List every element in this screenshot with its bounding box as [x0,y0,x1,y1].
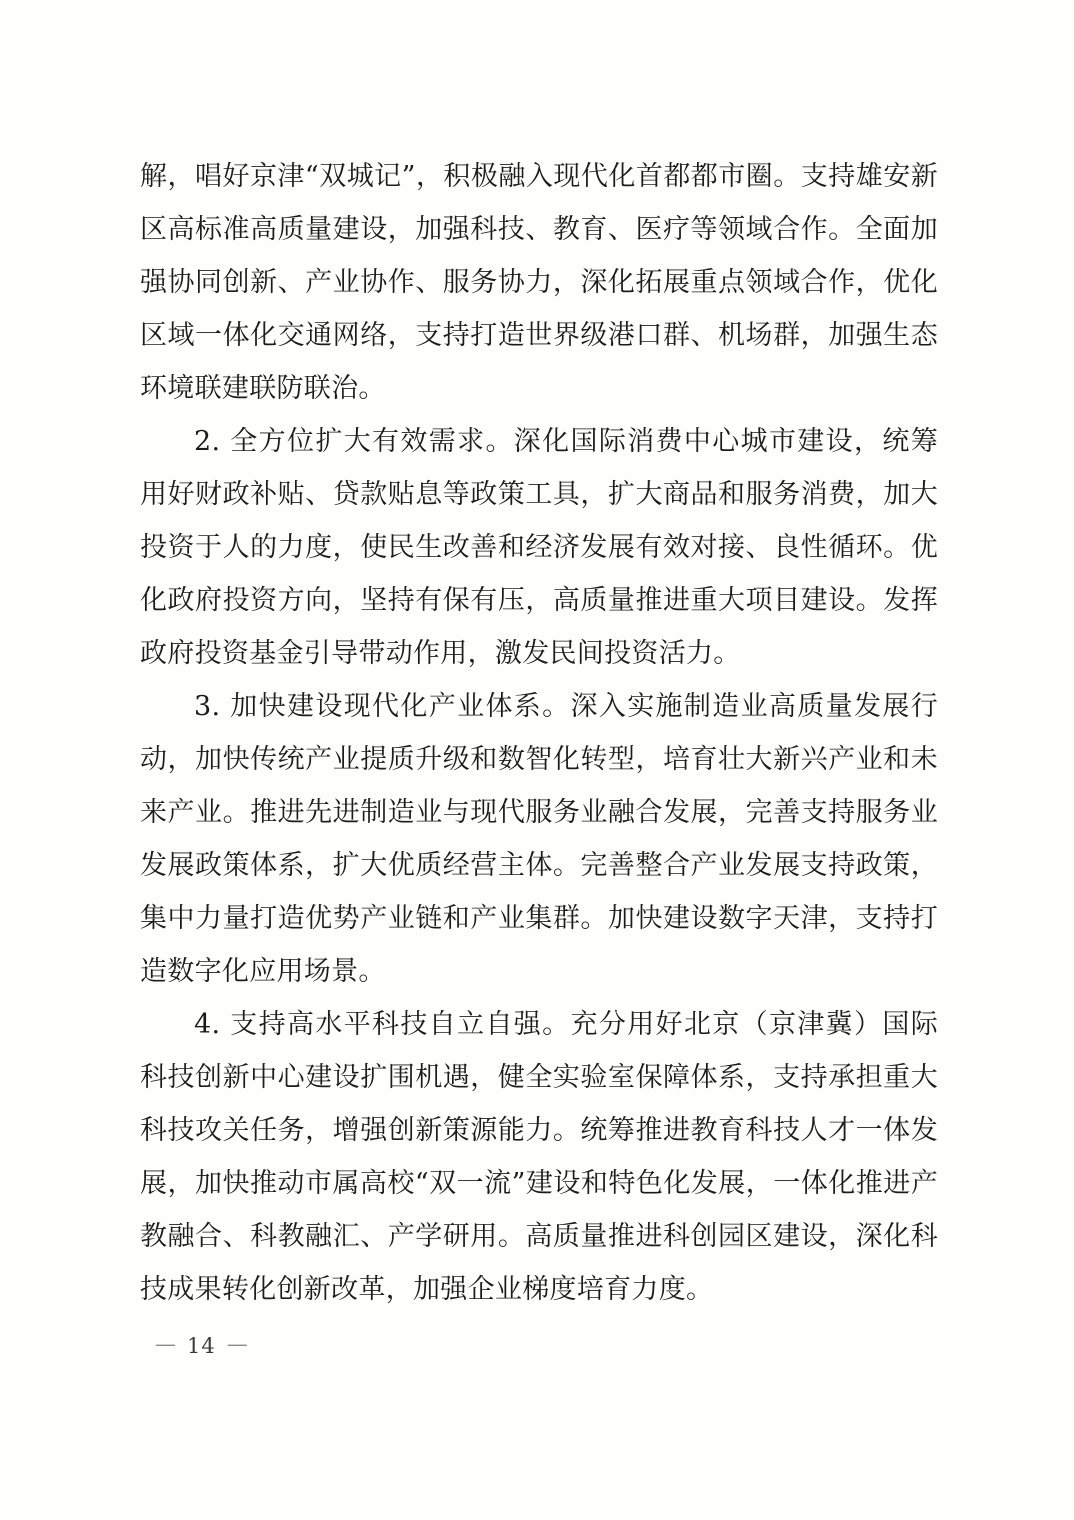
document-body [140,150,938,1316]
paragraph: 3. 加快建设现代化产业体系。深入实施制造业高质量发展行动，加快传统产业提质升级和数智化转型，培育壮大新兴产业和未来产业。推进先进制造业与现代服务业融合发展，完善支持服务业发展政策体系，扩大优质经营主体。完善整合产业发展支持政策，集中力量打造优势产业链和产业集群。加快建设数字天津，支持打造数字化应用场景。 [140,691,938,987]
footer-dash-right: — [226,1331,248,1356]
page-number: 14 [187,1334,216,1358]
paragraph: 2. 全方位扩大有效需求。深化国际消费中心城市建设，统筹用好财政补贴、贷款贴息等政策工具，扩大商品和服务消费，加大投资于人的力度，使民生改善和经济发展有效对接、良性循环。优化政府投资方向，坚持有保有压，高质量推进重大项目建设。发挥政府投资基金引导带动作用，激发民间投资活力。 [140,426,938,669]
paragraph: 4. 支持高水平科技自立自强。充分用好北京（京津冀）国际科技创新中心建设扩围机遇，健全实验室保障体系，支持承担重大科技攻关任务，增强创新策源能力。统筹推进教育科技人才一体发展，加快推动市属高校“双一流”建设和特色化发展，一体化推进产教融合、科教融汇、产学研用。高质量推进科创园区建设，深化科技成果转化创新改革，加强企业梯度培育力度。 [140,1009,938,1305]
footer-dash-left: — [155,1331,176,1356]
page-footer [155,1331,248,1361]
paragraph: 解，唱好京津“双城记”，积极融入现代化首都都市圈。支持雄安新区高标准高质量建设，加强科技、教育、医疗等领域合作。全面加强协同创新、产业协作、服务协力，深化拓展重点领域合作，优化区域一体化交通网络，支持打造世界级港口群、机场群，加强生态环境联建联防联治。 [140,161,938,404]
